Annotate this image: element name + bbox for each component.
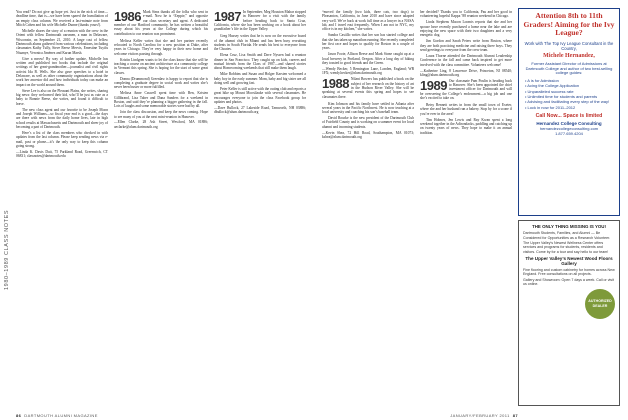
paragraph: Fine flooring and custom cabinetry for homes across New England. Free consultations on all projects. [523, 268, 615, 277]
column-4 [322, 10, 414, 406]
column-2 [114, 10, 208, 406]
paragraph: Peter Keller is still active with the outing club and reports a great hike up Mount Moosilauke with several classmates. He encourages everyone to join the class Facebook group for updates and photos. [214, 86, 306, 104]
paragraph: The Upper Valley’s Newest Wellness Center offers services and programs for students, residents and visitors. Come by for a tour and say hello to our team! [523, 241, 609, 254]
college-consulting-ad[interactable] [518, 8, 620, 216]
paragraph: Our classmate Pam Poulin is heading back to Hanover. She’s been appointed the chief investment officer for Dartmouth and will be overseeing the College’s endowment—a big job and one she’s excited to take on. [420, 78, 512, 101]
paragraph: Steve Lee is also on the Pleasant Plains, she writes, sharing big news: they welcomed their kid, who’ll be just as cute as a baby to Bonnie Reese, she writes, and found it difficult to leave. [16, 88, 108, 106]
paragraph: Donna (Drummond) Greenlaw is happy to report that she is completing a graduate degree in social work and writes she’s never been busier or more fulfilled. [114, 76, 208, 90]
ad-consultant-name: Michele Hernandez, [543, 52, 595, 59]
paragraph: You read? Do not give up hope yet. Just in the nick of time—deadline time, that is—we have been spared the humiliation of an empty class column. We received a last-minute note from Mitch Cohen and his wife Michelle Dunne (thanks yours!). [16, 10, 108, 28]
class-secretary-signature: —Ellen Clarke, 28 Ash Street, Westford, MA 01886; aeclarke@alum.dartmouth.org [114, 120, 208, 129]
class-year-section [114, 10, 208, 38]
paragraph: Laura Thorne attended the Dartmouth Alumni Leadership Conference in the fall and came back inspired to get more involved with the class committee. Volunteers welcome! [420, 53, 512, 67]
class-secretary-signature: —Katherine Ling, 8 Lawrence Drive, Princeton, NJ 08540; kling@alum.dartmouth.org [420, 68, 512, 77]
ad-subheading: Work with The Top Ivy League Consultant in the Country, [524, 40, 614, 51]
paragraph: her decided? Thanks you to California, Pau and her good in volunteering hopeful Kappa ’88 reunion weekend in Chicago. [420, 10, 512, 19]
ad-feature-list [525, 79, 615, 110]
paragraph: Melissa Anne Caswell spent time with Ben, Kristen Gillibrand, Lisa Taber and Dana Sanders for a weekend in Boston, and said they’re planning a bigger gathering in the fall. Lots of laughs and some memorable stories were had by all. [114, 91, 208, 109]
paragraph: Here’s a list of the class members who checked in with updates from the last column. Please keep sending news via e-mail, post or phone—it’s the only way to keep this column going strong. [16, 130, 108, 148]
ad-headline: Attention 8th to 11th Graders! Aiming for the Ivy League? [523, 11, 615, 38]
paragraph: Elena Cruz, Lisa Smith and Dave Nyssen had a reunion dinner in San Francisco. They caught up on kids, careers and mutual friends from the Class of 1987—and shared stories about Homecoming weekends that still make them laugh. [214, 53, 306, 71]
ad-call-to-action: Call Now... Space is limited [535, 113, 603, 120]
list-item: • Lock in now for 2011–2012 [525, 106, 615, 111]
ad-website-link[interactable]: hernandezcollegeconsulting.com [539, 126, 599, 132]
class-secretary-signature: —Kevin Shea, 72 Hill Road, Southampton, MA 01073; kshea@alum.dartmouth.org [322, 130, 414, 140]
issue-date: JANUARY/FEBRUARY 2011 [450, 413, 510, 418]
column-5 [420, 10, 512, 406]
paragraph: “moved the family (two kids, three cats, two dogs) to Pleasanton, California, in June 2010 and have since adapted very well. We’re back at work full time as a lawyer in a NASA lab, and I travel east frequently. When I am not in NYC, my office is in my kitchen,” she writes. [322, 10, 414, 32]
class-year-heading: 1987 [214, 10, 241, 24]
paragraph: Greg Hussey writes that he is now on the executive board of the alumni club in Miami and has been busy recruiting students in South Florida. He sends his best to everyone from the Choates. [214, 34, 306, 52]
class-year-section [420, 79, 512, 102]
footer-right [450, 413, 518, 418]
page-number-left: 86 [16, 413, 22, 418]
ad-brand-name: Hernandez College Consulting [536, 121, 602, 127]
paragraph: Dartmouth Students, Families, and Alumni — Be Considered for Opportunities as a Research Volunteer. [523, 231, 611, 240]
paragraph: Jason Foote, Allison Reese and Mark Stone caught up at a local brewery in Portland, Oregon. After a long day of hiking they toasted to good friends and the Green. [322, 52, 414, 65]
classified-body-2 [523, 268, 615, 287]
class-year-heading: 1989 [420, 78, 447, 93]
class-secretary-signature: —Dave Bullock, 27 Lakeside Road, Tamworth, NH 03886; dbullock@alum.dartmouth.org [214, 105, 306, 115]
class-secretary-signature: —Wendy Becker, 5 Remington Lane, Londen, England; WB 1FX; wendy.becker@alum.dartmouth.org [322, 66, 414, 76]
ad-phone-number: 1.877.659.4204 [555, 131, 583, 137]
badge-wrapper [523, 289, 615, 319]
paragraph: Jim Gordon and Sarah Peters write from Boston, where they are both practicing medicine and raising three boys. They send greetings to everyone from the crew team. [420, 39, 512, 52]
class-year-heading: 1986 [114, 10, 141, 24]
footer-left [16, 413, 98, 418]
paragraph: In September, Meg Houston Mahar stopped in Hanover for a visit with the family before heading back to Santa Cruz, California, where she has been working on a book about her grandfather’s life in the Upper Valley. [214, 10, 306, 32]
list-item: • Acing the College Application [525, 84, 615, 89]
column-1 [16, 10, 108, 406]
paragraph: Kim Johnson and his family have settled in Atlanta after several years in the Pacific Northwest. He is now teaching at a local university and coaching his son’s baseball team. [322, 101, 414, 115]
classified-body [523, 231, 615, 254]
class-year-heading: 1988 [322, 77, 349, 92]
paragraph: Mark Sims thanks all the folks who sent in e-mail. Now he is “Zeppie,” and opposite our class secretary and agent. A dedicated member of our Hartford community, he has written a beautiful essay about his years at the College during which his contribution to our reunion was prominent. [114, 10, 208, 36]
class-year-section [214, 10, 306, 33]
list-item: • Unparalleled success rate [525, 90, 615, 95]
paragraph: Give a meow! By way of further update, Michelle has written and published two books that include the original writings of her great-grandmother—journalist and civil rights activist Ida B. Wells. She also gave speeches to a hotel in Delaware, as well as other community organizations about the work her ancestor did and how individuals today can make an impact on the world around them. [16, 56, 108, 87]
paragraph: Tim Holmes, Jen Lewis and Ray Kwan spent a long weekend together in the Adirondacks, paddling and catching up on twenty years of news. They hope to make it an annual tradition. [420, 117, 512, 135]
paragraph: Melissa Keller writes that she and her partner recently relocated to North Carolina for a new position at Duke, after years in Chicago. They’re very happy in their new home and welcome visitors passing through. [114, 38, 208, 56]
paragraph: Linda Stephens Macon Loomis reports that she and her spouse have recently purchased a home near the lake and are enjoying the new space with their two daughters and a very energetic dog. [420, 20, 512, 38]
list-item: • A is for Admission [525, 79, 615, 84]
paragraph: Michelle shares the story of a reunion with the crew in the Orient with fellow Dartmouth oarsmen, a man in Delaware, Wisconsin, on September 21, 2010. A large cast of fellow Dartmouth alums gathered from various celebrations, including classmates Kathy Tully, Steve Reese Mervis, Ernestine Tuyifu Ntuanye, Veronica Jiménez and Karun Marsh. [16, 28, 108, 55]
paragraph: The new class agent and our favorite to be Joseph Moon and Joseph Williams—so fiscal year end is a good—the days are there with news from the daily home lives, late in high school results at Massachusetts and Dartmouth and sheer joy of becoming a part of Dartmouth. [16, 107, 108, 129]
classified-subheading: The Upper Valley’s Newest Wood Floors Gallery [525, 256, 613, 267]
paragraph: Sandra Castillo writes that her son has started college and that she has taken up marathon running. She recently completed her first race and hopes to qualify for Boston in a couple of years. [322, 33, 414, 51]
class-year-section [322, 77, 414, 100]
list-item: • Advising and facilitating every step of the way! [525, 100, 615, 105]
paragraph: Kristin Lindgren wants to let the class know that she will be teaching a course on ancient architecture at a community college in Vermont this spring. She is hoping for the start of some great classes. [114, 57, 208, 75]
class-secretary-signature: —Linda K. Davis Duit, 75 Parkland Road, Greenwich, CT 06831; classnotes@dartmouth.edu [16, 149, 108, 159]
column-3 [214, 10, 306, 406]
paragraph: David Rourke is the new president of the Dartmouth Club of Fairfield County and is working on a summer event for local alumni and incoming students. [322, 116, 414, 129]
section-side-label: 1980–1989 CLASS NOTES [4, 209, 10, 290]
dealer-badge-icon: AUTHORIZED DEALER [585, 289, 615, 319]
paragraph: Betsy Bennett writes in from the small town of Exeter, where she and her husband run a bakery. Stop by for a scone if you’re ever in the area! [420, 103, 512, 116]
page-number-right: 87 [512, 413, 518, 418]
paragraph: Mike Robbins and Susan and Holger Karsten welcomed a baby boy in the early summer. Mom, baby and big sister are all doing well and growing fast. [214, 72, 306, 85]
paragraph: Join the class discussion, and keep the news coming. Hope to see many of you at the next mini-reunion in Hanover. [114, 110, 208, 119]
publication-title: DARTMOUTH ALUMNI MAGAZINE [24, 413, 98, 418]
classified-ad-box [518, 220, 620, 406]
paragraph: Nilani Bowers has published a book on the subject of her research on the history of art in the Hudson River Valley. She will be speaking at several events this spring and hopes to see classmates there. [322, 77, 414, 99]
list-item: • Unlimited time for students and parents [525, 95, 615, 100]
classified-headline: THE ONLY THING MISSING IS YOU! [532, 224, 606, 229]
ad-body-text: Former Assistant Director of Admissions at Dartmouth College and author of two best-selling college guides: [525, 60, 613, 76]
paragraph: Gallery and Showroom: Open 7 days a week. Call or visit us online. [523, 278, 614, 287]
